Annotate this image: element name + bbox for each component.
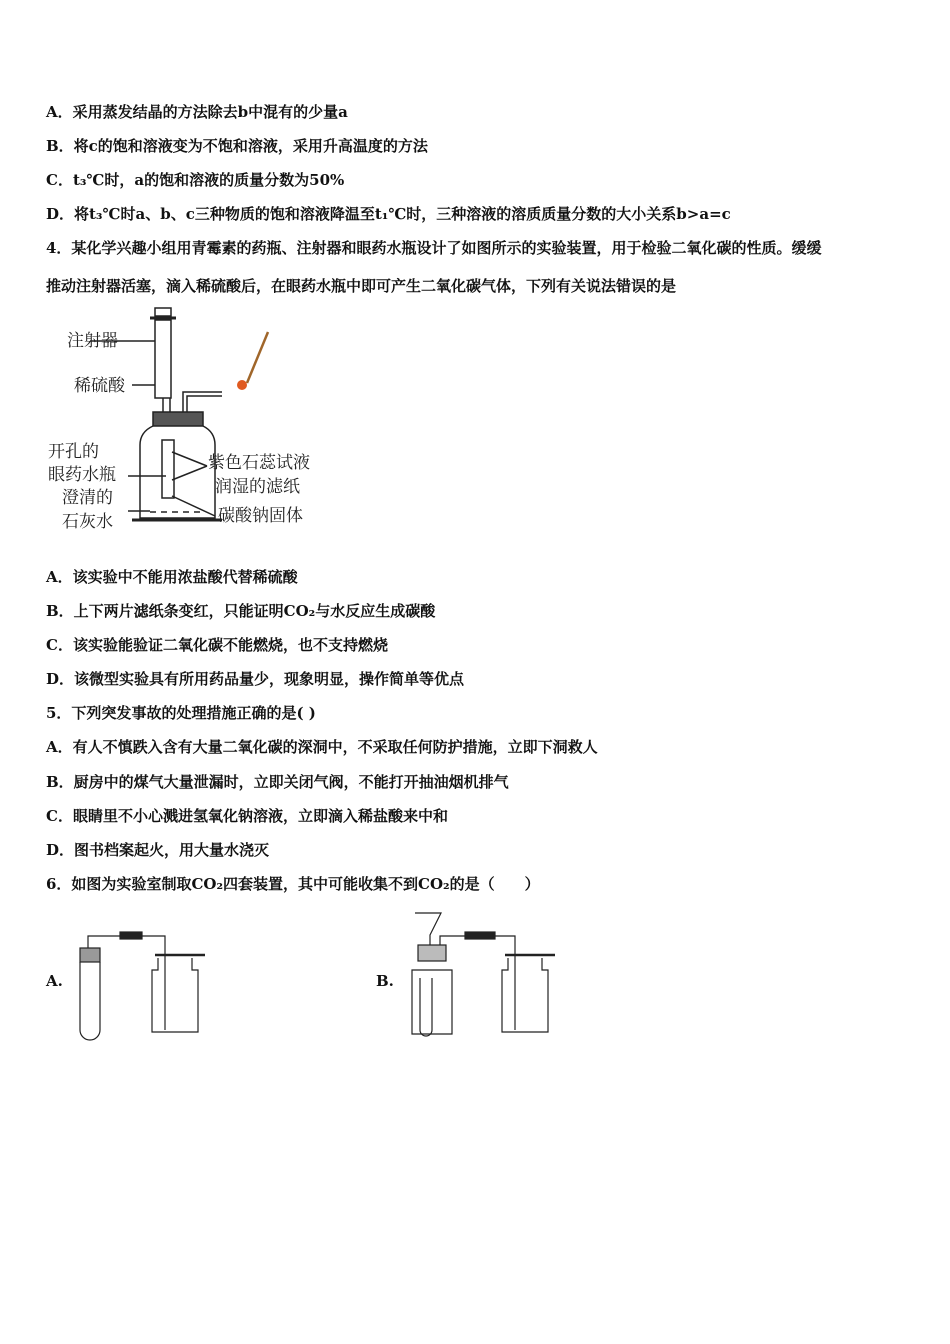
q5-option-d: D．图书档案起火，用大量水浇灭: [46, 841, 270, 859]
label-litmus-2: 润湿的滤纸: [215, 477, 300, 497]
label-bottle-1: 开孔的: [48, 442, 99, 462]
q4-stem-1: 4．某化学兴趣小组用青霉素的药瓶、注射器和眼药水瓶设计了如图所示的实验装置，用于检验二氧化碳的性质。缓缓: [46, 239, 822, 257]
q4-option-d: D．该微型实验具有所用药品量少，现象明显，操作简单等优点: [46, 670, 465, 688]
label-syringe: 注射器: [67, 331, 118, 351]
q4-stem-2: 推动注射器活塞，滴入稀硫酸后，在眼药水瓶中即可产生二氧化碳气体，下列有关说法错误的是: [46, 277, 677, 295]
q6-stem: 6．如图为实验室制取CO₂四套装置，其中可能收集不到CO₂的是（ ）: [46, 875, 540, 893]
q4-option-b: B．上下两片滤纸条变红，只能证明CO₂与水反应生成碳酸: [46, 602, 436, 620]
q6-option-b-label: B.: [376, 972, 394, 990]
q4-option-a: A．该实验中不能用浓盐酸代替稀硫酸: [46, 568, 298, 586]
q5-option-a: A．有人不慎跌入含有大量二氧化碳的深洞中，不采取任何防护措施，立即下洞救人: [46, 738, 598, 756]
q4-option-c: C．该实验能验证二氧化碳不能燃烧，也不支持燃烧: [46, 636, 388, 654]
q5-stem: 5．下列突发事故的处理措施正确的是( ): [46, 704, 316, 722]
label-lime-2: 石灰水: [62, 512, 113, 532]
q3-option-a: A．采用蒸发结晶的方法除去b中混有的少量a: [46, 103, 348, 121]
label-bottle-2: 眼药水瓶: [48, 465, 116, 485]
label-acid: 稀硫酸: [74, 376, 125, 396]
q3-option-d: D．将t₃℃时a、b、c三种物质的饱和溶液降温至t₁℃时，三种溶液的溶质质量分数的大小关系b>a=c: [46, 205, 731, 223]
q3-option-c: C．t₃℃时，a的饱和溶液的质量分数为50%: [46, 171, 345, 189]
q5-option-b: B．厨房中的煤气大量泄漏时，立即关闭气阀，不能打开抽油烟机排气: [46, 773, 509, 791]
q3-option-b: B．将c的饱和溶液变为不饱和溶液，采用升高温度的方法: [46, 137, 428, 155]
label-litmus-1: 紫色石蕊试液: [208, 453, 310, 473]
q6-option-a-label: A.: [46, 972, 63, 990]
label-carbonate: 碳酸钠固体: [218, 506, 303, 526]
label-lime-1: 澄清的: [62, 488, 113, 508]
q5-option-c: C．眼睛里不小心溅进氢氧化钠溶液，立即滴入稀盐酸来中和: [46, 807, 448, 825]
